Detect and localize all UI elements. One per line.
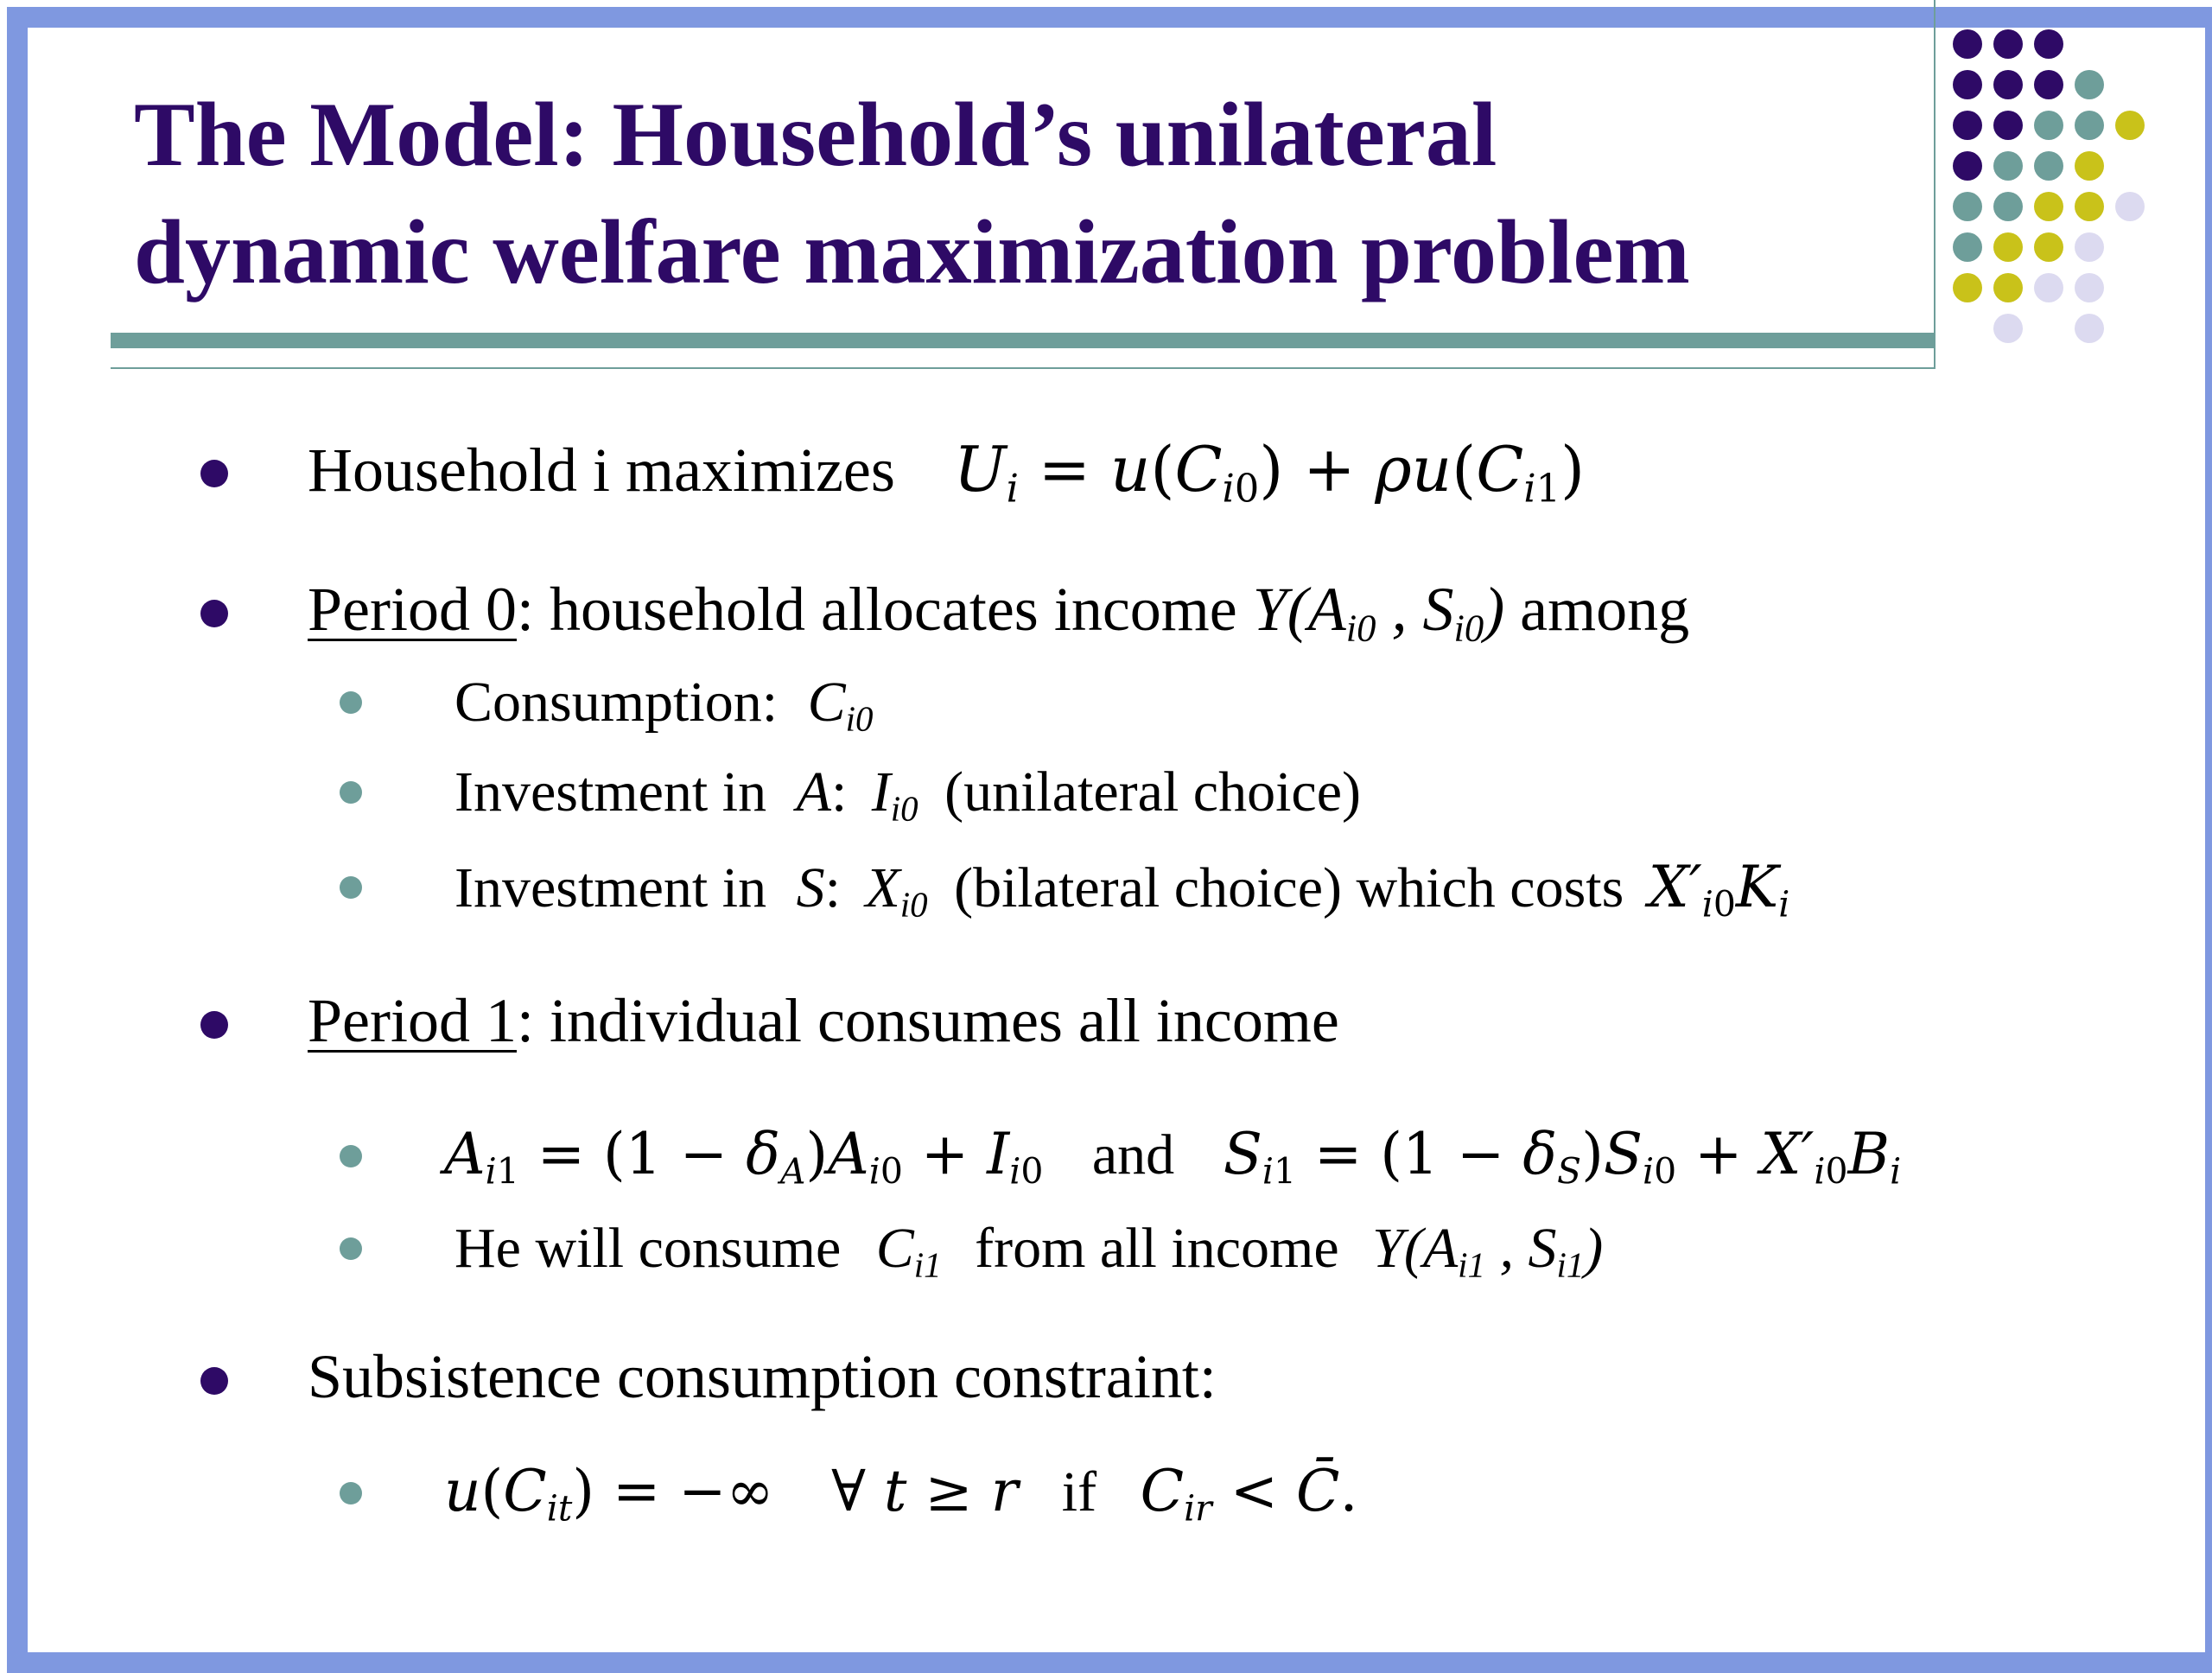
choice-note: (bilateral choice) which costs	[954, 856, 1624, 919]
threshold-expression: $C_{ir}$ < C̄.	[1140, 1458, 1358, 1530]
social-motion-equation: $S_{i1} = (1 - \delta_S)S_{i0} + X'_{i0}B_i$	[1223, 1121, 1902, 1193]
income-period-1: $Y(A_{i1}$ , $S_{i1}$)	[1372, 1217, 1604, 1285]
asset-motion-equation: $A_{i1} = (1 - \delta_A)A_{i0} + I_{i0}$	[444, 1121, 1044, 1193]
sub-bullet-dot	[340, 876, 362, 899]
bullet-text: Household i maximizes	[308, 436, 895, 505]
bullet-dot	[200, 1367, 228, 1395]
sub-bullet-consumption	[454, 668, 873, 737]
sub-bullet-law-of-motion	[444, 1120, 1902, 1193]
bullet-dot	[200, 1011, 228, 1039]
investment-s-var: $X_{i0}$	[865, 856, 928, 925]
sub-bullet-text: He will consume	[454, 1217, 842, 1280]
sub-bullet-dot	[340, 1482, 362, 1504]
sub-bullet-investment-s: Investment in S: $X_{i0}$ (bilateral choice) which costs $X'_{i0}K_i$	[454, 854, 1790, 926]
consumption-symbol: $C_{i0}$	[807, 671, 874, 739]
sub-bullet-constraint	[444, 1457, 1358, 1530]
bullet-period-0	[308, 572, 1690, 650]
bullet-subsistence	[308, 1339, 1217, 1414]
utility-equation: $U_i = u(C_{i0}) + \rho u(C_{i1})$	[953, 433, 1586, 512]
consumption-period-1: $C_{i1}$	[875, 1217, 942, 1285]
investment-s-symbols: S	[796, 856, 825, 919]
period-0-label: Period 0	[308, 575, 517, 644]
bullet-dot	[200, 460, 228, 487]
bullet-text-tail: among	[1520, 575, 1690, 644]
income-expression: $Y(A_{i0}$ , $S_{i0}$)	[1252, 575, 1505, 650]
for-all-expression: ∀ t ≥ r	[831, 1458, 1019, 1524]
sub-bullet-consume	[454, 1214, 1603, 1283]
title-line-2: dynamic welfare maximization problem	[134, 201, 1690, 302]
sub-bullet-dot	[340, 691, 362, 714]
and-connector: and	[1091, 1123, 1175, 1186]
title-line-1: The Model: Household’s unilateral	[134, 84, 1497, 185]
sub-bullet-text: Consumption:	[454, 671, 779, 734]
cost-expression: $X'_{i0}K_i$	[1648, 854, 1790, 926]
investment-a-symbols: A	[796, 760, 831, 824]
sub-bullet-dot	[340, 1145, 362, 1167]
bullet-dot	[200, 600, 228, 627]
constraint-expression: $u(C_{it})$ = −∞	[444, 1458, 774, 1530]
bullet-period-1	[308, 983, 1339, 1058]
sub-bullet-text: Investment in	[454, 856, 767, 919]
sub-bullet-dot	[340, 781, 362, 804]
period-1-label: Period 1	[308, 986, 517, 1055]
sub-bullet-dot	[340, 1237, 362, 1260]
bullet-text: Subsistence consumption constraint:	[308, 1342, 1217, 1411]
if-connector: if	[1061, 1460, 1097, 1524]
bullet-household-maximizes	[308, 432, 1586, 512]
sub-bullet-investment-a: Investment in A: $I_{i0}$ (unilateral choice)	[454, 760, 1361, 829]
bullet-text: : individual consumes all income	[516, 986, 1339, 1055]
bullet-text: : household allocates income	[516, 575, 1237, 644]
sub-bullet-text-mid: from all income	[975, 1217, 1339, 1280]
sub-bullet-text: Investment in	[454, 760, 767, 824]
choice-note: (unilateral choice)	[944, 760, 1361, 824]
investment-a-var: $I_{i0}$	[871, 760, 918, 829]
